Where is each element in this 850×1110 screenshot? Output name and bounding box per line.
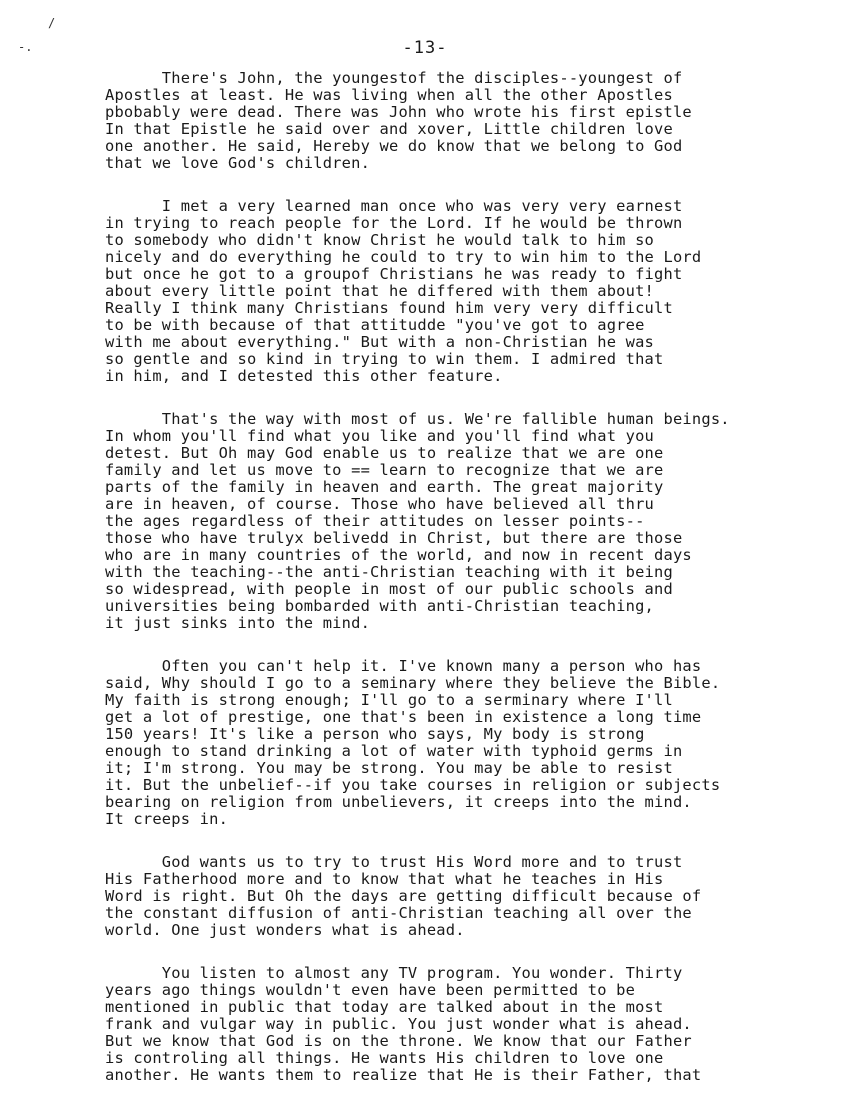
text-line: to somebody who didn't know Christ he would talk to him so	[105, 231, 655, 249]
text-line: so gentle and so kind in trying to win them. I admired that	[105, 350, 664, 368]
text-line: with the teaching--the anti-Christian teaching with it being	[105, 563, 673, 581]
text-line: Often you can't help it. I've known many a person who has	[105, 657, 702, 675]
text-line: one another. He said, Hereby we do know that we belong to God	[105, 137, 683, 155]
text-line: to be with because of that attitudde "you've got to agree	[105, 316, 645, 334]
page-number: -13-	[402, 38, 448, 58]
text-line: But we know that God is on the throne. We know that our Father	[105, 1032, 692, 1050]
paragraph	[105, 198, 795, 385]
text-line: so widespread, with people in most of our public schools and	[105, 580, 673, 598]
text-line: but once he got to a groupof Christians he was ready to fight	[105, 265, 683, 283]
text-line: in trying to reach people for the Lord. If he would be thrown	[105, 214, 683, 232]
margin-mark: /	[48, 16, 56, 30]
text-line: another. He wants them to realize that He is their Father, that	[105, 1066, 702, 1084]
text-line: Really I think many Christians found him very very difficult	[105, 299, 673, 317]
paragraph	[105, 658, 795, 828]
text-line: who are in many countries of the world, and now in recent days	[105, 546, 692, 564]
paragraph	[105, 965, 795, 1084]
text-line: It creeps in.	[105, 810, 229, 828]
text-line: get a lot of prestige, one that's been in existence a long time	[105, 708, 702, 726]
text-line: the constant diffusion of anti-Christian teaching all over the	[105, 904, 692, 922]
text-line: His Fatherhood more and to know that what he teaches in His	[105, 870, 664, 888]
paragraph	[105, 854, 795, 939]
text-line: pbobably were dead. There was John who wrote his first epistle	[105, 103, 692, 121]
text-line: world. One just wonders what is ahead.	[105, 921, 465, 939]
text-line: enough to stand drinking a lot of water with typhoid germs in	[105, 742, 683, 760]
text-line: it just sinks into the mind.	[105, 614, 371, 632]
text-line: God wants us to try to trust His Word more and to trust	[105, 853, 683, 871]
text-line: is controling all things. He wants His children to love one	[105, 1049, 664, 1067]
text-line: You listen to almost any TV program. You wonder. Thirty	[105, 964, 683, 982]
text-line: 150 years! It's like a person who says, My body is strong	[105, 725, 645, 743]
text-line: detest. But Oh may God enable us to realize that we are one	[105, 444, 664, 462]
text-line: In whom you'll find what you like and you'll find what you	[105, 427, 655, 445]
body-text	[105, 70, 795, 1110]
text-line: with me about everything." But with a non-Christian he was	[105, 333, 655, 351]
text-line: mentioned in public that today are talked about in the most	[105, 998, 664, 1016]
text-line: about every little point that he differed with them about!	[105, 282, 655, 300]
text-line: In that Epistle he said over and xover, Little children love	[105, 120, 673, 138]
text-line: years ago things wouldn't even have been permitted to be	[105, 981, 636, 999]
text-line: said, Why should I go to a seminary where they believe the Bible.	[105, 674, 721, 692]
text-line: the ages regardless of their attitudes on lesser points--	[105, 512, 645, 530]
text-line: There's John, the youngestof the disciples--youngest of	[105, 69, 683, 87]
paragraph	[105, 411, 795, 632]
text-line: Apostles at least. He was living when all the other Apostles	[105, 86, 673, 104]
text-line: are in heaven, of course. Those who have believed all thru	[105, 495, 655, 513]
paragraph	[105, 70, 795, 172]
text-line: those who have trulyx belivedd in Christ, but there are those	[105, 529, 683, 547]
text-line: it. But the unbelief--if you take courses in religion or subjects	[105, 776, 721, 794]
text-line: I met a very learned man once who was very very earnest	[105, 197, 683, 215]
text-line: bearing on religion from unbelievers, it creeps into the mind.	[105, 793, 692, 811]
text-line: My faith is strong enough; I'll go to a serminary where I'll	[105, 691, 673, 709]
text-line: Word is right. But Oh the days are getting difficult because of	[105, 887, 702, 905]
text-line: nicely and do everything he could to try to win him to the Lord	[105, 248, 702, 266]
text-line: it; I'm strong. You may be strong. You may be able to resist	[105, 759, 673, 777]
text-line: that we love God's children.	[105, 154, 371, 172]
text-line: in him, and I detested this other feature.	[105, 367, 503, 385]
text-line: family and let us move to == learn to recognize that we are	[105, 461, 664, 479]
text-line: parts of the family in heaven and earth. The great majority	[105, 478, 664, 496]
margin-mark: -.	[18, 40, 33, 54]
text-line: That's the way with most of us. We're fallible human beings.	[105, 410, 730, 428]
text-line: frank and vulgar way in public. You just wonder what is ahead.	[105, 1015, 692, 1033]
text-line: universities being bombarded with anti-Christian teaching,	[105, 597, 655, 615]
